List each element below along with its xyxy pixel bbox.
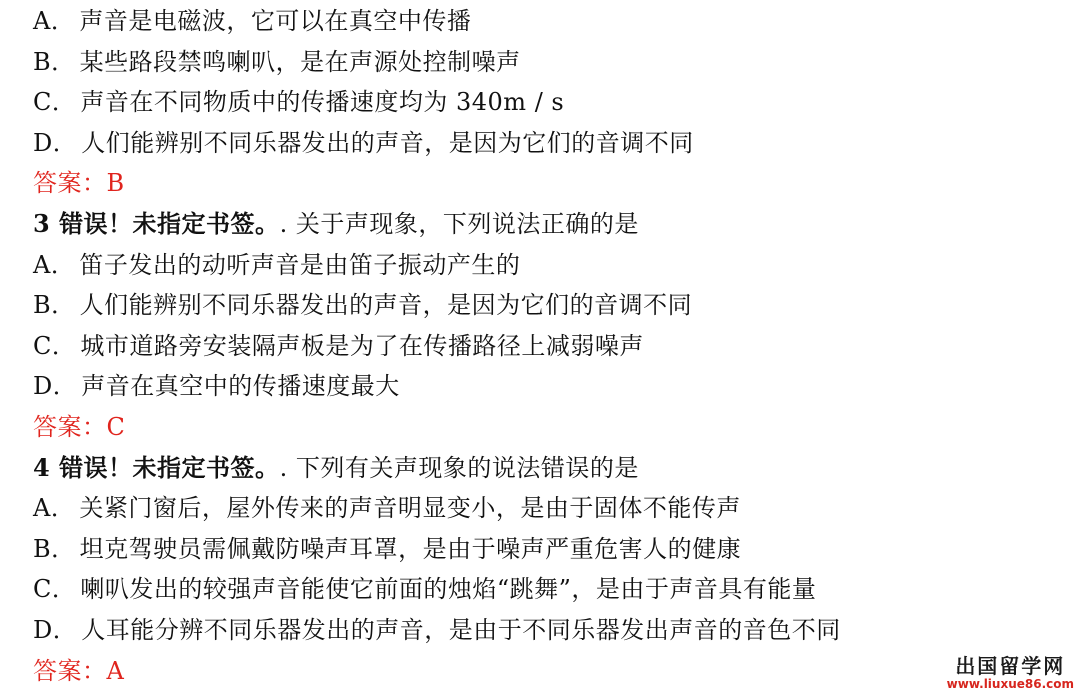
question-text: . 下列有关声现象的说法错误的是 [279, 453, 639, 482]
q4-option-a [33, 488, 1073, 529]
q3-option-a [33, 245, 1073, 286]
q4-option-b [33, 529, 1073, 570]
site-watermark [947, 656, 1074, 690]
q2-option-b [33, 42, 1073, 83]
option-text: 城市道路旁安装隔声板是为了在传播路径上减弱噪声 [80, 331, 644, 360]
option-text: 某些路段禁鸣喇叭，是在声源处控制噪声 [79, 47, 521, 76]
option-text: 声音在不同物质中的传播速度均为 340m / s [80, 88, 565, 117]
option-letter: C． [33, 575, 77, 604]
q4-option-c [33, 569, 1073, 610]
option-text: 声音是电磁波，它可以在真空中传播 [79, 7, 472, 35]
bookmark-error: 错误！未指定书签。 [59, 452, 280, 482]
q3-option-b [33, 285, 1073, 326]
q2-option-a [33, 1, 1073, 42]
option-text: 坦克驾驶员需佩戴防噪声耳罩，是由于噪声严重危害人的健康 [79, 534, 742, 563]
option-letter: C． [33, 331, 77, 360]
q2-option-c [33, 82, 1073, 123]
question-text: . 关于声现象，下列说法正确的是 [279, 209, 639, 238]
bookmark-error: 错误！未指定书签。 [59, 208, 280, 238]
option-letter: A． [33, 250, 76, 279]
q3-answer: 答案：C [33, 412, 126, 441]
option-letter: B． [33, 291, 76, 320]
question-number: 4 [33, 452, 60, 482]
q2-answer: 答案：B [33, 169, 125, 198]
option-text: 笛子发出的动听声音是由笛子振动产生的 [79, 250, 521, 279]
option-letter: A． [33, 7, 76, 35]
option-text: 喇叭发出的较强声音能使它前面的烛焰“跳舞”，是由于声音具有能量 [80, 575, 817, 604]
option-letter: D． [33, 372, 78, 401]
q3-option-c [33, 326, 1073, 367]
option-text: 人们能辨别不同乐器发出的声音，是因为它们的音调不同 [79, 291, 693, 320]
q3-option-d [33, 366, 1073, 407]
option-letter: D． [33, 615, 78, 644]
option-letter: B． [33, 534, 76, 563]
document-body [33, 1, 1073, 691]
q2-option-d [33, 123, 1073, 164]
q4-answer: 答案：A [33, 656, 125, 685]
q4-stem [33, 448, 1073, 489]
q4-option-d [33, 610, 1073, 651]
option-letter: D． [33, 128, 78, 157]
q3-stem [33, 204, 1073, 245]
option-text: 关紧门窗后，屋外传来的声音明显变小，是由于固体不能传声 [79, 494, 741, 523]
watermark-title: 出国留学网 [955, 654, 1066, 678]
option-text: 声音在真空中的传播速度最大 [81, 372, 400, 401]
option-letter: C． [33, 88, 77, 117]
option-text: 人们能辨别不同乐器发出的声音，是因为它们的音调不同 [81, 128, 694, 157]
question-number: 3 [33, 208, 60, 238]
option-text: 人耳能分辨不同乐器发出的声音，是由于不同乐器发出声音的音色不同 [81, 615, 841, 644]
option-letter: A． [33, 494, 76, 523]
option-letter: B． [33, 47, 76, 76]
watermark-url: www.liuxue86.com [946, 677, 1074, 691]
